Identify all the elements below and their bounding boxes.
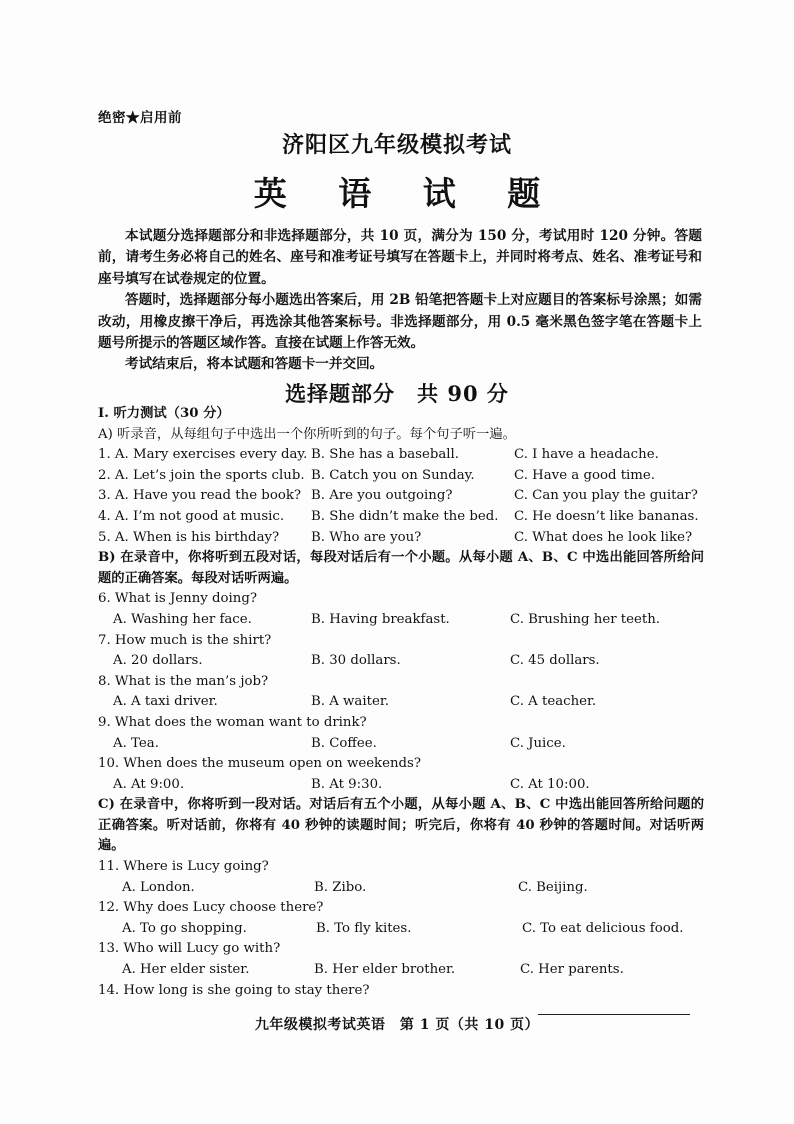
- answer-options: [98, 960, 704, 981]
- option-a: A. Washing her face.: [113, 611, 252, 627]
- option-c: C. To eat delicious food.: [522, 920, 684, 936]
- option-b: B. She has a baseball.: [311, 447, 459, 463]
- subject-title: 英 语 试 题: [253, 174, 561, 213]
- instruction-paragraph: 考试结束后，将本试题和答题卡一并交回。: [125, 356, 384, 373]
- option-a: 1. A. Mary exercises every day.: [98, 447, 308, 463]
- option-a: 2. A. Let’s join the sports club.: [98, 467, 305, 483]
- option-b: B. Zibo.: [314, 879, 367, 895]
- option-a: A. Tea.: [113, 735, 159, 751]
- question-text: 10. When does the museum open on weekends?: [98, 756, 422, 772]
- confidential-label: 绝密★启用前: [98, 110, 182, 126]
- option-c: C. Juice.: [510, 735, 566, 751]
- option-b: B. Having breakfast.: [311, 611, 450, 627]
- instruction-paragraph: 答题时，选择题部分每小题选出答案后，用 2B 铅笔把答题卡上对应题目的答案标号涂黑；如需改动，用橡皮擦干净后，再选涂其他答案标号。非选择题部分，用 0.5 毫米黑色签字笔在答题卡上题号所提示的答题区域作答。直接在试题上作答无效。: [98, 292, 702, 352]
- question-text: 13. Who will Lucy go with?: [98, 941, 281, 957]
- question-text: 9. What does the woman want to drink?: [98, 714, 367, 730]
- part-c-instruction: C) 在录音中，你将听到一段对话。对话后有五个小题，从每小题 A、B、C 中选出能回答所给问题的正确答案。听对话前，你将有 40 秒钟的读题时间；听完后，你将有 40 秒钟的答题时间。对话听两遍。: [98, 797, 704, 854]
- option-b: B. Are you outgoing?: [311, 488, 453, 504]
- option-a: A. Her elder sister.: [122, 962, 250, 978]
- part-a-instruction: A) 听录音，从每组句子中选出一个你所听到的句子。每个句子听一遍。: [98, 426, 516, 442]
- option-c: C. A teacher.: [510, 694, 597, 710]
- exam-instructions: [98, 226, 702, 376]
- answer-options: [98, 919, 704, 940]
- option-b: B. Coffee.: [311, 735, 377, 751]
- question-row: [98, 445, 704, 466]
- question-text: 12. Why does Lucy choose there?: [98, 900, 324, 916]
- option-b: B. Her elder brother.: [314, 962, 456, 978]
- option-b: B. She didn’t make the bed.: [311, 508, 499, 524]
- part-b-instruction: B) 在录音中，你将听到五段对话，每段对话后有一个小题。从每小题 A、B、C 中选出能回答所给问题的正确答案。每段对话听两遍。: [98, 550, 704, 586]
- question-text: 7. How much is the shirt?: [98, 632, 272, 648]
- option-b: B. To fly kites.: [316, 920, 412, 936]
- option-c: C. He doesn’t like bananas.: [514, 508, 699, 524]
- option-b: B. A waiter.: [311, 694, 389, 710]
- question-row: [98, 528, 704, 549]
- option-b: B. Catch you on Sunday.: [311, 467, 475, 483]
- option-c: C. Brushing her teeth.: [510, 611, 661, 627]
- option-b: B. 30 dollars.: [311, 653, 401, 669]
- question-row: [98, 486, 704, 507]
- option-a: A. London.: [122, 879, 195, 895]
- option-a: A. At 9:00.: [113, 776, 185, 792]
- option-a: 3. A. Have you read the book?: [98, 488, 302, 504]
- question-text: 6. What is Jenny doing?: [98, 591, 257, 607]
- answer-options: [98, 878, 704, 899]
- question-text: 14. How long is she going to stay there?: [98, 982, 370, 998]
- part-title: I. 听力测试（30 分）: [98, 406, 230, 421]
- option-b: B. Who are you?: [311, 529, 422, 545]
- answer-options: [98, 651, 704, 672]
- answer-options: [98, 610, 704, 631]
- option-c: C. What does he look like?: [514, 529, 693, 545]
- instruction-paragraph: 本试题分选择题部分和非选择题部分，共 10 页，满分为 150 分，考试用时 120 分钟。答题前，请考生务必将自己的姓名、座号和准考证号填写在答题卡上，并同时将考点、姓名、准考证号和座号填写在试卷规定的位置。: [98, 228, 702, 287]
- option-a: 5. A. When is his birthday?: [98, 529, 280, 545]
- option-a: A. To go shopping.: [122, 920, 247, 936]
- option-a: A. 20 dollars.: [113, 653, 203, 669]
- option-c: C. I have a headache.: [514, 447, 659, 463]
- option-c: C. Her parents.: [520, 962, 624, 978]
- exam-title: 济阳区九年级模拟考试: [281, 132, 512, 158]
- section-title: 选择题部分 共 90 分: [285, 381, 509, 406]
- option-c: C. Beijing.: [518, 879, 588, 895]
- page-footer: 九年级模拟考试英语 第 1 页（共 10 页）: [254, 1017, 540, 1033]
- question-text: 11. Where is Lucy going?: [98, 859, 269, 875]
- option-c: C. Have a good time.: [514, 467, 656, 483]
- answer-options: [98, 775, 704, 796]
- option-c: C. At 10:00.: [510, 776, 590, 792]
- option-b: B. At 9:30.: [311, 776, 383, 792]
- option-c: C. Can you play the guitar?: [514, 488, 698, 504]
- option-c: C. 45 dollars.: [510, 653, 600, 669]
- option-a: A. A taxi driver.: [113, 694, 218, 710]
- question-row: [98, 466, 704, 487]
- question-text: 8. What is the man’s job?: [98, 673, 269, 689]
- footer-divider: [538, 1014, 690, 1015]
- listening-section: [98, 404, 704, 1001]
- answer-options: [98, 734, 704, 755]
- option-a: 4. A. I’m not good at music.: [98, 508, 285, 524]
- answer-options: [98, 692, 704, 713]
- question-row: [98, 507, 704, 528]
